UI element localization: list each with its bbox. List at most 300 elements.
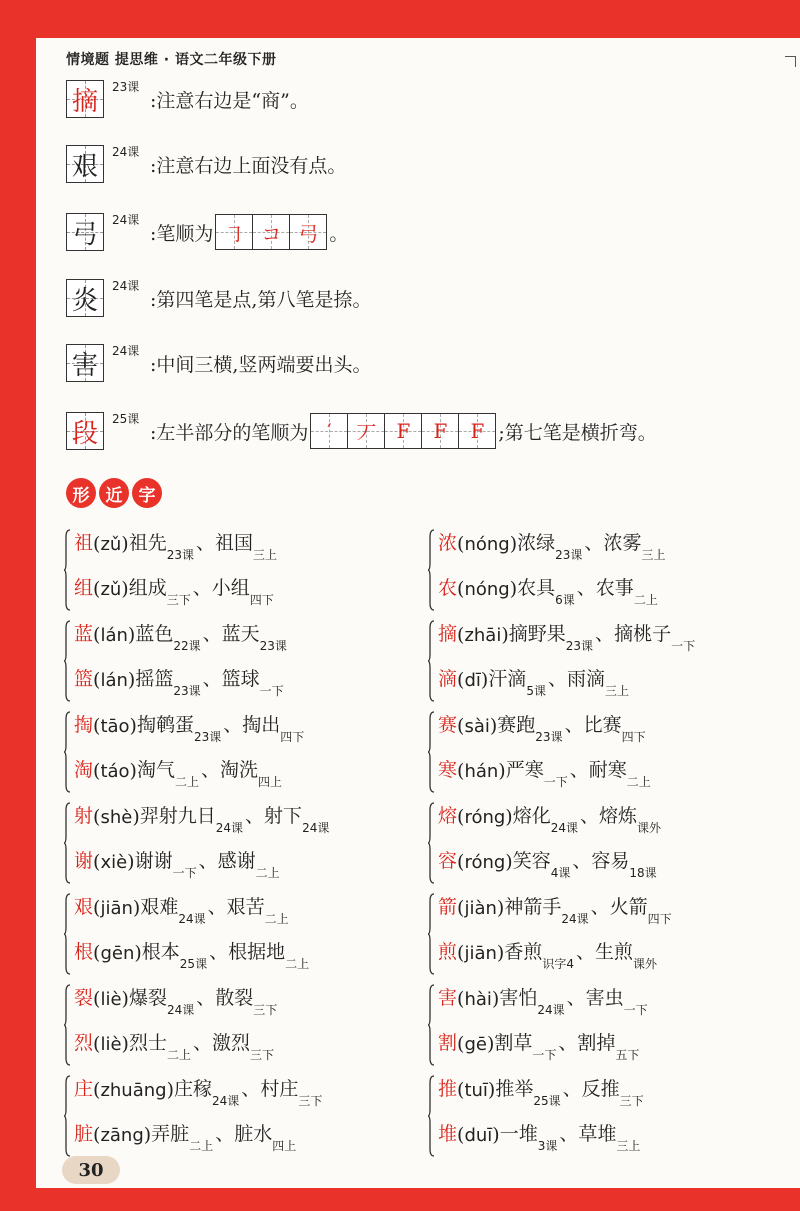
stroke-glyph: F: [470, 419, 485, 443]
similar-char-pair: [428, 525, 778, 617]
paren-open: (: [93, 624, 101, 646]
character: [74, 1074, 93, 1101]
similar-char-pair: [64, 798, 414, 890]
example-word: 生煎: [594, 941, 633, 963]
paren-open: (: [457, 624, 465, 646]
character-glyph: 淘: [74, 759, 94, 781]
separator: 、: [207, 896, 227, 918]
character: [438, 801, 457, 828]
paren-open: (: [93, 578, 101, 600]
title-char: 字: [132, 478, 162, 508]
character-glyph: 掏: [74, 714, 94, 736]
separator: 、: [202, 668, 222, 690]
separator: 、: [558, 1032, 578, 1054]
pinyin: jiàn: [464, 898, 497, 919]
similar-char-entry: 浓 ( nóng ) 浓绿 23课 、 浓雾 三上: [438, 525, 667, 555]
similar-char-entry: 割 ( gē ) 割草 一下 、 割掉 五下: [438, 1025, 641, 1055]
paren-open: (: [457, 1079, 465, 1101]
pinyin: zhāi: [464, 625, 502, 646]
example-word: 组成: [128, 577, 167, 599]
character: [74, 1028, 93, 1055]
example-word: 谢谢: [134, 850, 173, 872]
page-header: 情境题 提思维 · 语文二年级下册: [66, 52, 277, 68]
paren-close: ): [121, 533, 129, 555]
character: [74, 937, 93, 964]
example-word: 雨滴: [566, 668, 605, 690]
paren-open: (: [457, 897, 465, 919]
character-glyph: 蓝: [74, 623, 94, 645]
pinyin: zāng: [100, 1125, 144, 1146]
character-box: [66, 279, 104, 317]
brace-icon: [428, 1075, 435, 1157]
similar-char-entry: 祖 ( zǔ ) 祖先 23课 、 祖国 三上: [74, 525, 279, 555]
character-glyph: 滴: [438, 668, 458, 690]
bottom-border: [36, 1188, 800, 1211]
paren-close: ): [505, 806, 513, 828]
character: [74, 619, 93, 646]
example-word: 祖先: [128, 532, 167, 554]
character-glyph: 赛: [438, 714, 458, 736]
similar-char-pair: [428, 889, 778, 981]
example-word: 反推: [581, 1078, 620, 1100]
paren-close: ): [132, 806, 140, 828]
example-word: 祖国: [215, 532, 254, 554]
page-number: 30: [62, 1156, 120, 1184]
example-word: 害虫: [585, 987, 624, 1009]
stroke-cell: [385, 414, 422, 448]
example-word: 摘野果: [508, 623, 566, 645]
paren-open: (: [93, 1033, 101, 1055]
separator: 、: [547, 668, 567, 690]
paren-open: (: [93, 897, 101, 919]
paren-open: (: [93, 806, 101, 828]
character-glyph: 害: [438, 987, 458, 1009]
example-word: 火箭: [609, 896, 648, 918]
example-word: 熔化: [512, 805, 551, 827]
example-word: 笑容: [512, 850, 551, 872]
example-word: 庄稼: [174, 1078, 213, 1100]
separator: 、: [209, 941, 229, 963]
pinyin: zǔ: [100, 534, 122, 555]
brace-icon: [64, 529, 71, 611]
paren-close: ): [134, 942, 142, 964]
paren-open: (: [457, 988, 465, 1010]
character-glyph: 组: [74, 577, 94, 599]
stroke-glyph: ′: [327, 419, 332, 443]
example-word: 脏水: [234, 1123, 273, 1145]
paren-open: (: [457, 942, 465, 964]
example-word: 射下: [264, 805, 303, 827]
separator: 、: [575, 941, 595, 963]
similar-char-pair: [428, 1071, 778, 1163]
rule-row: [66, 412, 657, 450]
example-word: 浓雾: [603, 532, 642, 554]
paren-open: (: [93, 669, 101, 691]
title-char: 近: [99, 478, 129, 508]
separator: 、: [196, 987, 216, 1009]
example-word: 淘洗: [220, 759, 259, 781]
example-word: 爆裂: [128, 987, 167, 1009]
example-word: 赛跑: [497, 714, 536, 736]
similar-char-entry: 组 ( zǔ ) 组成 三下 、 小组 四下: [74, 570, 276, 600]
similar-char-entry: 煎 ( jiān ) 香煎 识字4 、 生煎 课外: [438, 934, 659, 964]
example-word: 害怕: [499, 987, 538, 1009]
example-word: 农事: [595, 577, 634, 599]
character: [438, 1074, 457, 1101]
pinyin: gēn: [100, 943, 135, 964]
example-word: 神箭手: [504, 896, 562, 918]
pinyin: hán: [464, 761, 499, 782]
similar-char-pair: [428, 707, 778, 799]
separator: 、: [564, 714, 584, 736]
paren-close: ): [487, 1079, 496, 1101]
example-word: 艰难: [140, 896, 179, 918]
paren-close: ): [498, 760, 506, 782]
similar-char-entry: 摘 ( zhāi ) 摘野果 23课 、 摘桃子 一下: [438, 616, 697, 646]
example-word: 农具: [517, 577, 556, 599]
example-word: 根据地: [228, 941, 286, 963]
character: [438, 528, 457, 555]
character-glyph: 谢: [74, 850, 94, 872]
brace-icon: [64, 620, 71, 702]
paren-open: (: [457, 715, 465, 737]
similar-char-pair: [64, 707, 414, 799]
character-glyph: 农: [438, 577, 458, 599]
brace-icon: [64, 984, 71, 1066]
separator: 、: [192, 1032, 212, 1054]
rule-text: :笔顺为: [150, 222, 214, 245]
brace-icon: [428, 893, 435, 975]
similar-char-entry: 裂 ( liè ) 爆裂 24课 、 散裂 三下: [74, 980, 279, 1010]
example-word: 摘桃子: [614, 623, 672, 645]
example-word: 熔炼: [599, 805, 638, 827]
pinyin: xiè: [100, 852, 128, 873]
similar-char-pair: [64, 616, 414, 708]
example-word: 摇篮: [135, 668, 174, 690]
pinyin: liè: [100, 1034, 122, 1055]
similar-char-entry: 箭 ( jiàn ) 神箭手 24课 、 火箭 四下: [438, 889, 674, 919]
pinyin: sài: [464, 716, 490, 737]
similar-char-entry: 推 ( tuī ) 推举 25课 、 反推 三下: [438, 1071, 646, 1101]
example-word: 汗滴: [488, 668, 527, 690]
example-word: 羿射九日: [139, 805, 216, 827]
character-glyph: 脏: [74, 1123, 94, 1145]
character: [438, 892, 457, 919]
example-word: 割掉: [577, 1032, 616, 1054]
example-word: 感谢: [217, 850, 256, 872]
similar-char-entry: 谢 ( xiè ) 谢谢 一下 、 感谢 二上: [74, 843, 282, 873]
paren-close: ): [491, 988, 500, 1010]
example-word: 弄脏: [151, 1123, 190, 1145]
character: [74, 1119, 93, 1146]
brace-icon: [428, 984, 435, 1066]
paren-open: (: [457, 578, 465, 600]
brace-icon: [428, 529, 435, 611]
pinyin: liè: [100, 989, 122, 1010]
rule-text: :注意右边是“商”。: [150, 89, 309, 112]
character-glyph: 寒: [438, 759, 458, 781]
stroke-glyph: 弓: [298, 221, 319, 246]
stroke-cell: [348, 414, 385, 448]
rule-row: [66, 80, 309, 118]
character: [438, 1119, 457, 1146]
paren-close: ): [121, 988, 129, 1010]
brace-icon: [428, 802, 435, 884]
brace-icon: [428, 620, 435, 702]
paren-close: ): [492, 1124, 500, 1146]
separator: 、: [566, 987, 586, 1009]
character-glyph: 篮: [74, 668, 94, 690]
corner-mark: [785, 56, 796, 67]
paren-close: ): [496, 942, 505, 964]
similar-char-pair: [64, 1071, 414, 1163]
paren-open: (: [457, 760, 465, 782]
pinyin: dī: [464, 670, 481, 691]
brace-icon: [64, 1075, 71, 1157]
similar-char-entry: 射 ( shè ) 羿射九日 24课 、 射下 24课: [74, 798, 331, 828]
character: [438, 755, 457, 782]
rule-text: :注意右边上面没有点。: [150, 154, 347, 177]
pinyin: duī: [464, 1125, 493, 1146]
stroke-cell: [216, 215, 253, 249]
character: [438, 937, 457, 964]
character: [438, 983, 457, 1010]
stroke-cell: [422, 414, 459, 448]
similar-char-entry: 篮 ( lán ) 摇篮 23课 、 篮球 一下: [74, 661, 286, 691]
paren-open: (: [93, 760, 101, 782]
separator: 、: [223, 714, 243, 736]
similar-char-entry: 熔 ( róng ) 熔化 24课 、 熔炼 课外: [438, 798, 663, 828]
paren-close: ): [121, 578, 129, 600]
paren-open: (: [457, 1124, 465, 1146]
rule-character: 艰: [71, 151, 98, 182]
separator: 、: [572, 850, 592, 872]
example-word: 激烈: [211, 1032, 250, 1054]
pinyin: shè: [100, 807, 133, 828]
rule-row: [66, 145, 346, 183]
lesson-tag: 25课: [112, 412, 140, 426]
stroke-order-grid: [310, 413, 496, 449]
example-word: 蓝天: [221, 623, 260, 645]
paren-close: ): [143, 1124, 152, 1146]
paren-close: ): [127, 669, 136, 691]
example-word: 小组: [211, 577, 250, 599]
stroke-order-grid: [215, 214, 327, 250]
rule-text: :第四笔是点,第八笔是捺。: [150, 288, 372, 311]
similar-char-entry: 掏 ( tāo ) 掏鹌蛋 23课 、 掏出 四下: [74, 707, 306, 737]
character-box: [66, 412, 104, 450]
paren-close: ): [496, 897, 505, 919]
pinyin: jiān: [100, 898, 133, 919]
similar-char-entry: 滴 ( dī ) 汗滴 5课 、 雨滴 三上: [438, 661, 631, 691]
example-word: 容易: [591, 850, 630, 872]
character: [438, 619, 457, 646]
paren-close: ): [127, 624, 136, 646]
paren-open: (: [457, 806, 465, 828]
pinyin: tāo: [100, 716, 130, 737]
character-glyph: 艰: [74, 896, 94, 918]
character: [74, 710, 93, 737]
paren-close: ): [132, 897, 141, 919]
example-word: 严寒: [505, 759, 544, 781]
stroke-glyph: 丆: [356, 420, 377, 445]
rule-character: 弓: [71, 219, 98, 250]
example-word: 一堆: [499, 1123, 538, 1145]
paren-open: (: [457, 1033, 465, 1055]
character-glyph: 烈: [74, 1032, 94, 1054]
lesson-tag: 24课: [112, 213, 140, 227]
character-box: [66, 145, 104, 183]
character-glyph: 裂: [74, 987, 94, 1009]
rule-text: :中间三横,竖两端要出头。: [150, 353, 372, 376]
pinyin: nóng: [464, 534, 510, 555]
separator: 、: [580, 805, 600, 827]
pinyin: zǔ: [100, 579, 122, 600]
paren-open: (: [457, 851, 465, 873]
example-word: 耐寒: [588, 759, 627, 781]
character: [74, 801, 93, 828]
example-word: 散裂: [215, 987, 254, 1009]
rule-character: 炎: [71, 285, 98, 316]
similar-char-entry: 根 ( gēn ) 根本 25课 、 根据地 二上: [74, 934, 311, 964]
paren-close: ): [486, 1033, 495, 1055]
separator: 、: [245, 805, 265, 827]
separator: 、: [569, 759, 589, 781]
paren-open: (: [93, 1079, 101, 1101]
pinyin: gē: [464, 1034, 487, 1055]
paren-close: ): [121, 1033, 129, 1055]
title-char: 形: [66, 478, 96, 508]
character-glyph: 煎: [438, 941, 458, 963]
similar-char-entry: 蓝 ( lán ) 蓝色 22课 、 蓝天 23课: [74, 616, 289, 646]
pinyin: táo: [100, 761, 130, 782]
character-glyph: 容: [438, 850, 458, 872]
paren-close: ): [489, 715, 498, 737]
example-word: 篮球: [221, 668, 260, 690]
separator: 、: [196, 532, 216, 554]
example-word: 烈士: [128, 1032, 167, 1054]
character: [438, 664, 457, 691]
rule-text: 。: [329, 222, 349, 245]
character: [74, 528, 93, 555]
section-title-similar-characters: [66, 478, 162, 508]
similar-char-pair: [64, 525, 414, 617]
paren-close: ): [166, 1079, 174, 1101]
pinyin: zhuāng: [100, 1080, 167, 1101]
separator: 、: [559, 1123, 579, 1145]
similar-char-pair: [64, 980, 414, 1072]
similar-char-pair: [64, 889, 414, 981]
example-word: 淘气: [136, 759, 175, 781]
separator: 、: [198, 850, 218, 872]
example-word: 根本: [141, 941, 180, 963]
lesson-tag: 24课: [112, 145, 140, 159]
stroke-glyph: コ: [261, 221, 282, 246]
character-glyph: 堆: [438, 1123, 458, 1145]
example-word: 草堆: [578, 1123, 617, 1145]
similar-char-entry: 堆 ( duī ) 一堆 3课 、 草堆 三上: [438, 1116, 642, 1146]
stroke-glyph: F: [433, 419, 448, 443]
separator: 、: [202, 623, 222, 645]
character: [438, 846, 457, 873]
character-glyph: 摘: [438, 623, 458, 645]
similar-char-entry: 容 ( róng ) 笑容 4课 、 容易 18课: [438, 843, 659, 873]
character-glyph: 熔: [438, 805, 458, 827]
brace-icon: [428, 711, 435, 793]
similar-char-entry: 害 ( hài ) 害怕 24课 、 害虫 一下: [438, 980, 650, 1010]
character-box: [66, 213, 104, 251]
pinyin: hài: [464, 989, 492, 1010]
pinyin: lán: [100, 670, 128, 691]
rule-character: 摘: [71, 86, 98, 117]
example-word: 掏鹌蛋: [136, 714, 194, 736]
similar-char-pair: [428, 616, 778, 708]
paren-open: (: [457, 533, 465, 555]
paren-close: ): [509, 578, 518, 600]
stroke-cell: [290, 215, 326, 249]
brace-icon: [64, 711, 71, 793]
character-glyph: 割: [438, 1032, 458, 1054]
character-glyph: 浓: [438, 532, 458, 554]
pinyin: lán: [100, 625, 128, 646]
rule-row: [66, 213, 348, 251]
similar-char-entry: 淘 ( táo ) 淘气 二上 、 淘洗 四上: [74, 752, 284, 782]
example-word: 村庄: [260, 1078, 299, 1100]
rule-text: :左半部分的笔顺为: [150, 421, 309, 444]
paren-open: (: [93, 942, 101, 964]
rule-row: [66, 279, 371, 317]
rule-character: 段: [71, 418, 98, 449]
character: [74, 983, 93, 1010]
rule-text: ;第七笔是横折弯。: [498, 421, 657, 444]
paren-close: ): [129, 715, 137, 737]
paren-close: ): [501, 624, 509, 646]
similar-char-pair: [428, 798, 778, 890]
lesson-tag: 23课: [112, 80, 140, 94]
similar-char-entry: 农 ( nóng ) 农具 6课 、 农事 二上: [438, 570, 660, 600]
stroke-cell: [253, 215, 290, 249]
example-word: 香煎: [504, 941, 543, 963]
pinyin: jiān: [464, 943, 497, 964]
character-glyph: 箭: [438, 896, 458, 918]
pinyin: róng: [464, 807, 506, 828]
character: [74, 573, 93, 600]
brace-icon: [64, 802, 71, 884]
lesson-tag: 24课: [112, 279, 140, 293]
stroke-cell: [459, 414, 495, 448]
paren-open: (: [457, 669, 465, 691]
character: [74, 664, 93, 691]
character-glyph: 推: [438, 1078, 458, 1100]
separator: 、: [576, 577, 596, 599]
character: [438, 1028, 457, 1055]
character-box: [66, 344, 104, 382]
similar-char-pair: [428, 980, 778, 1072]
similar-char-entry: 艰 ( jiān ) 艰难 24课 、 艰苦 二上: [74, 889, 291, 919]
separator: 、: [590, 896, 610, 918]
separator: 、: [562, 1078, 582, 1100]
pinyin: róng: [464, 852, 506, 873]
example-word: 掏出: [242, 714, 281, 736]
character-box: [66, 80, 104, 118]
rule-character: 害: [71, 350, 98, 381]
separator: 、: [584, 532, 604, 554]
paren-open: (: [93, 533, 101, 555]
character: [74, 892, 93, 919]
character-glyph: 射: [74, 805, 94, 827]
separator: 、: [192, 577, 212, 599]
paren-close: ): [127, 851, 135, 873]
